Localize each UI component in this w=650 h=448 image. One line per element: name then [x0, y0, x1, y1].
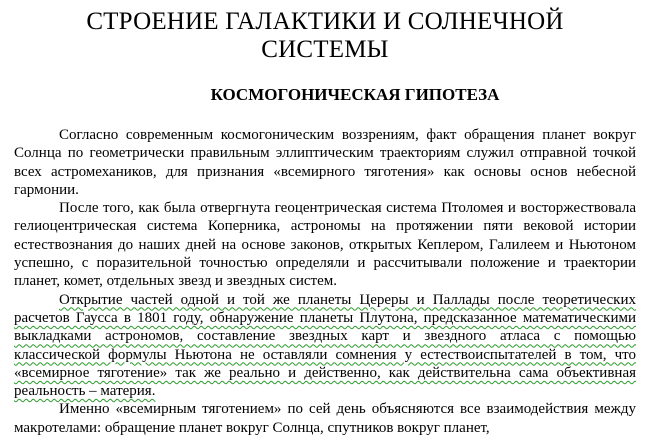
body-text [14, 126, 636, 437]
section-heading: КОСМОГОНИЧЕСКАЯ ГИПОТЕЗА [210, 85, 500, 104]
page-title [30, 8, 620, 64]
paragraph-3-grammar-flagged: Открытие частей одной и той же планеты Цереры и Паллады после теоретических расчетов Гаусса в 1801 году, обнаружение планеты Плутона, предсказанное математическими выкладками астрономов, составление звездных карт и звездного атласа с помощью классической формулы Ньютона не оставляли сомнения у естествоиспытателей в том, что «всемирное тяготение» так же реально и действенно, как действительна сама объективная реальность – материя. [14, 291, 636, 400]
title-line-1: СТРОЕНИЕ ГАЛАКТИКИ И СОЛНЕЧНОЙ [86, 8, 564, 35]
paragraph-4: Именно «всемирным тяготением» по сей день объясняются все взаимодействия между макротелами: обращение планет вокруг Солнца, спутников вокруг планет, [14, 401, 636, 436]
paragraph-1: Согласно современным космогоническим воззрениям, факт обращения планет вокруг Солнца по геометрически правильным эллиптическим траекториям служил отправной точкой всех астромехаников, для признания «всемирного тяготения» как основы основ небесной гармонии. [14, 127, 636, 198]
paragraph-2: После того, как была отвергнута геоцентрическая система Птоломея и восторжествовала гелиоцентрическая система Коперника, астрономы на протяжении пяти вековой истории естествознания до наших дней на основе законов, открытых Кеплером, Галилеем и Ньютоном успешно, с поразительной точностью определяли и рассчитывали положение и траектории планет, комет, отдельных звезд и звездных систем. [14, 200, 636, 290]
title-line-2: СИСТЕМЫ [261, 36, 389, 63]
